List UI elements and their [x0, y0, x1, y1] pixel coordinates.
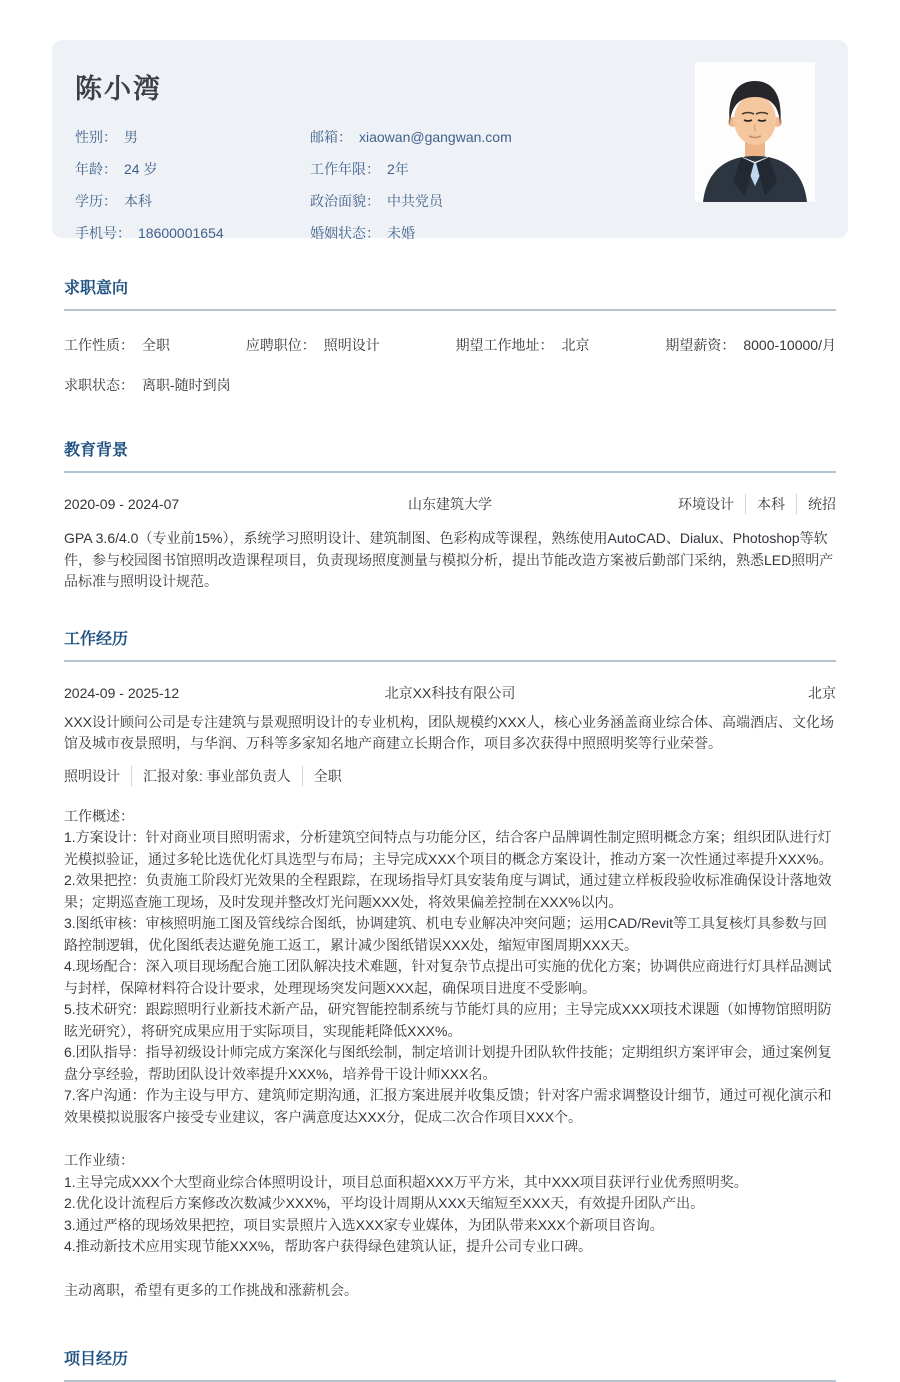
- candidate-photo-illustration: [695, 62, 815, 202]
- job-intention-row-2: [64, 375, 836, 395]
- info-field-value: 2年: [387, 161, 409, 177]
- work-position-meta: [64, 766, 342, 786]
- info-field-value: xiaowan@gangwan.com: [359, 129, 512, 145]
- info-field-label: 年龄：: [75, 161, 117, 177]
- work-overview-item: 6.团队指导：指导初级设计师完成方案深化与图纸绘制，制定培训计划提升团队软件技能；定期组织方案评审会，通过案例复盘分享经验，帮助团队设计效率提升XXX%，培养骨干设计师XXX名。: [64, 1044, 832, 1082]
- intention-field-value: 全职: [142, 337, 170, 353]
- info-field: [310, 127, 512, 147]
- info-field-label: 学历：: [75, 193, 117, 209]
- info-field-value: 未婚: [387, 225, 415, 241]
- project-experience-title: 项目经历: [64, 1346, 836, 1382]
- work-experience-row: [64, 683, 836, 703]
- info-field-value: 中共党员: [387, 193, 443, 209]
- info-field: [75, 127, 310, 147]
- info-field-value: 24 岁: [124, 161, 158, 177]
- info-field-label: 性别：: [75, 129, 117, 145]
- info-field-label: 工作年限：: [310, 161, 380, 177]
- intention-field-value: 离职-随时到岗: [142, 377, 231, 393]
- work-achievement-item: 3.通过严格的现场效果把控，项目实景照片入选XXX家专业媒体，为团队带来XXX个新项目咨询。: [64, 1216, 664, 1233]
- work-overview-list: [64, 827, 836, 1128]
- candidate-photo: [695, 62, 815, 202]
- info-field-value: 本科: [124, 193, 152, 209]
- info-field-value: 18600001654: [138, 225, 224, 241]
- education-period: 2020-09 - 2024-07: [64, 496, 180, 512]
- work-overview-item: 4.现场配合：深入项目现场配合施工团队解决技术难题，针对复杂节点提出可实施的优化方案；协调供应商进行灯具样品测试与封样，保障材料符合设计要求，处理现场突发问题XXX起，确保项目进度不受影响。: [64, 958, 832, 996]
- info-field-label: 邮箱：: [310, 129, 352, 145]
- education-description: GPA 3.6/4.0（专业前15%），系统学习照明设计、建筑制图、色彩构成等课程，熟练使用AutoCAD、Dialux、Photoshop等软件，参与校园图书馆照明改造课程项目，负责现场照度测量与模拟分析，提出节能改造方案被后勤部门采纳，熟悉LED照明产品标准与照明设计规范。: [64, 530, 834, 589]
- work-achievement-list: [64, 1172, 836, 1258]
- work-position-meta-item: 照明设计: [64, 767, 120, 784]
- company-intro: XXX设计顾问公司是专注建筑与景观照明设计的专业机构，团队规模约XXX人，核心业务涵盖商业综合体、高端酒店、文化场馆及城市夜景照明，与华润、万科等多家知名地产商建立长期合作，项目多次获得中照照明奖等行业荣誉。: [64, 713, 835, 751]
- intention-field-label: 期望工作地址：: [455, 337, 554, 353]
- info-field: [310, 191, 512, 211]
- intention-field: [64, 335, 170, 355]
- info-field: [75, 191, 310, 211]
- work-location: 北京: [808, 684, 836, 701]
- work-achievement-block: [64, 1150, 836, 1258]
- work-overview-item: 3.图纸审核：审核照明施工图及管线综合图纸，协调建筑、机电专业解决冲突问题；运用CAD/Revit等工具复核灯具参数与回路控制逻辑，优化图纸表达避免施工返工，累计减少图纸错误XXX处，缩短审图周期XXX天。: [64, 915, 828, 953]
- resume-header-card: [52, 40, 848, 241]
- info-field: [310, 223, 512, 243]
- job-intention-row-1: [64, 335, 836, 355]
- work-overview-item: 1.方案设计：针对商业项目照明需求，分析建筑空间特点与功能分区，结合客户品牌调性制定照明概念方案；组织团队进行灯光模拟验证，通过多轮比选优化灯具选型与布局；主导完成XXX个项目的概念方案设计，推动方案一次性通过率提升XXX%。: [64, 829, 833, 867]
- education-meta: [678, 494, 836, 514]
- resume-page: [0, 40, 900, 1382]
- intention-field-value: 8000-10000/月: [743, 337, 836, 353]
- work-overview-heading: 工作概述：: [64, 807, 134, 824]
- work-experience-title: 工作经历: [64, 626, 836, 662]
- info-field: [75, 223, 310, 243]
- work-company: 北京XX科技有限公司: [384, 684, 516, 701]
- work-position-meta-item: 汇报对象: 事业部负责人: [131, 766, 291, 786]
- info-field-label: 手机号：: [75, 225, 131, 241]
- info-field: [75, 159, 310, 179]
- work-overview-item: 7.客户沟通：作为主设与甲方、建筑师定期沟通，汇报方案进展并收集反馈；针对客户需求调整设计细节，通过可视化演示和效果模拟说服客户接受专业建议，客户满意度达XXX分，促成二次合作项目XXX个。: [64, 1087, 832, 1125]
- info-field-value: 男: [124, 129, 138, 145]
- intention-field-value: 北京: [561, 337, 590, 353]
- job-intention-title: 求职意向: [64, 275, 836, 311]
- education-school: 山东建筑大学: [408, 496, 492, 512]
- leave-reason: 主动离职，希望有更多的工作挑战和涨薪机会。: [64, 1281, 358, 1298]
- work-overview-item: 5.技术研究：跟踪照明行业新技术新产品，研究智能控制系统与节能灯具的应用；主导完成XXX项技术课题（如博物馆照明防眩光研究），将研究成果应用于实际项目，实现能耗降低XXX%。: [64, 1001, 832, 1039]
- personal-info-right-column: [310, 127, 512, 243]
- section-job-intention: [64, 275, 836, 395]
- work-period: 2024-09 - 2025-12: [64, 684, 180, 701]
- candidate-name: 陈小湾: [75, 74, 162, 104]
- intention-field: [64, 375, 231, 395]
- info-field: [310, 159, 512, 179]
- work-achievement-item: 1.主导完成XXX个大型商业综合体照明设计，项目总面积超XXX万平方米，其中XXX项目获评行业优秀照明奖。: [64, 1173, 748, 1190]
- work-overview-item: 2.效果把控：负责施工阶段灯光效果的全程跟踪，在现场指导灯具安装角度与调试，通过建立样板段验收标准确保设计落地效果；定期巡查施工现场，及时发现并整改灯光问题XXX处，将效果偏差控制在XXX%以内。: [64, 872, 832, 910]
- info-field-label: 政治面貌：: [310, 193, 380, 209]
- education-row: [64, 494, 836, 514]
- resume-body: [52, 275, 848, 1382]
- intention-field: [456, 335, 590, 355]
- section-education: [64, 437, 836, 593]
- education-meta-item: 统招: [796, 494, 836, 514]
- work-achievement-heading: 工作业绩：: [64, 1152, 134, 1168]
- section-project-experience: [64, 1346, 836, 1382]
- info-field-label: 婚姻状态：: [310, 225, 380, 241]
- intention-field-label: 工作性质：: [64, 337, 134, 353]
- education-meta-item: 本科: [745, 494, 785, 514]
- intention-field-label: 期望薪资：: [665, 337, 736, 353]
- work-achievement-item: 4.推动新技术应用实现节能XXX%，帮助客户获得绿色建筑认证，提升公司专业口碑。: [64, 1238, 593, 1254]
- education-meta-item: 环境设计: [678, 496, 734, 512]
- education-title: 教育背景: [64, 437, 836, 473]
- work-overview-block: [64, 806, 836, 1129]
- personal-info-left-column: [75, 127, 310, 243]
- work-achievement-item: 2.优化设计流程后方案修改次数减少XXX%，平均设计周期从XXX天缩短至XXX天，有效提升团队产出。: [64, 1195, 705, 1211]
- intention-field-label: 求职状态：: [64, 377, 134, 393]
- intention-field-value: 照明设计: [323, 337, 380, 353]
- intention-field-label: 应聘职位：: [245, 337, 316, 353]
- intention-field: [665, 335, 836, 355]
- section-work-experience: [64, 626, 836, 1302]
- work-position-meta-item: 全职: [302, 766, 342, 786]
- intention-field: [246, 335, 380, 355]
